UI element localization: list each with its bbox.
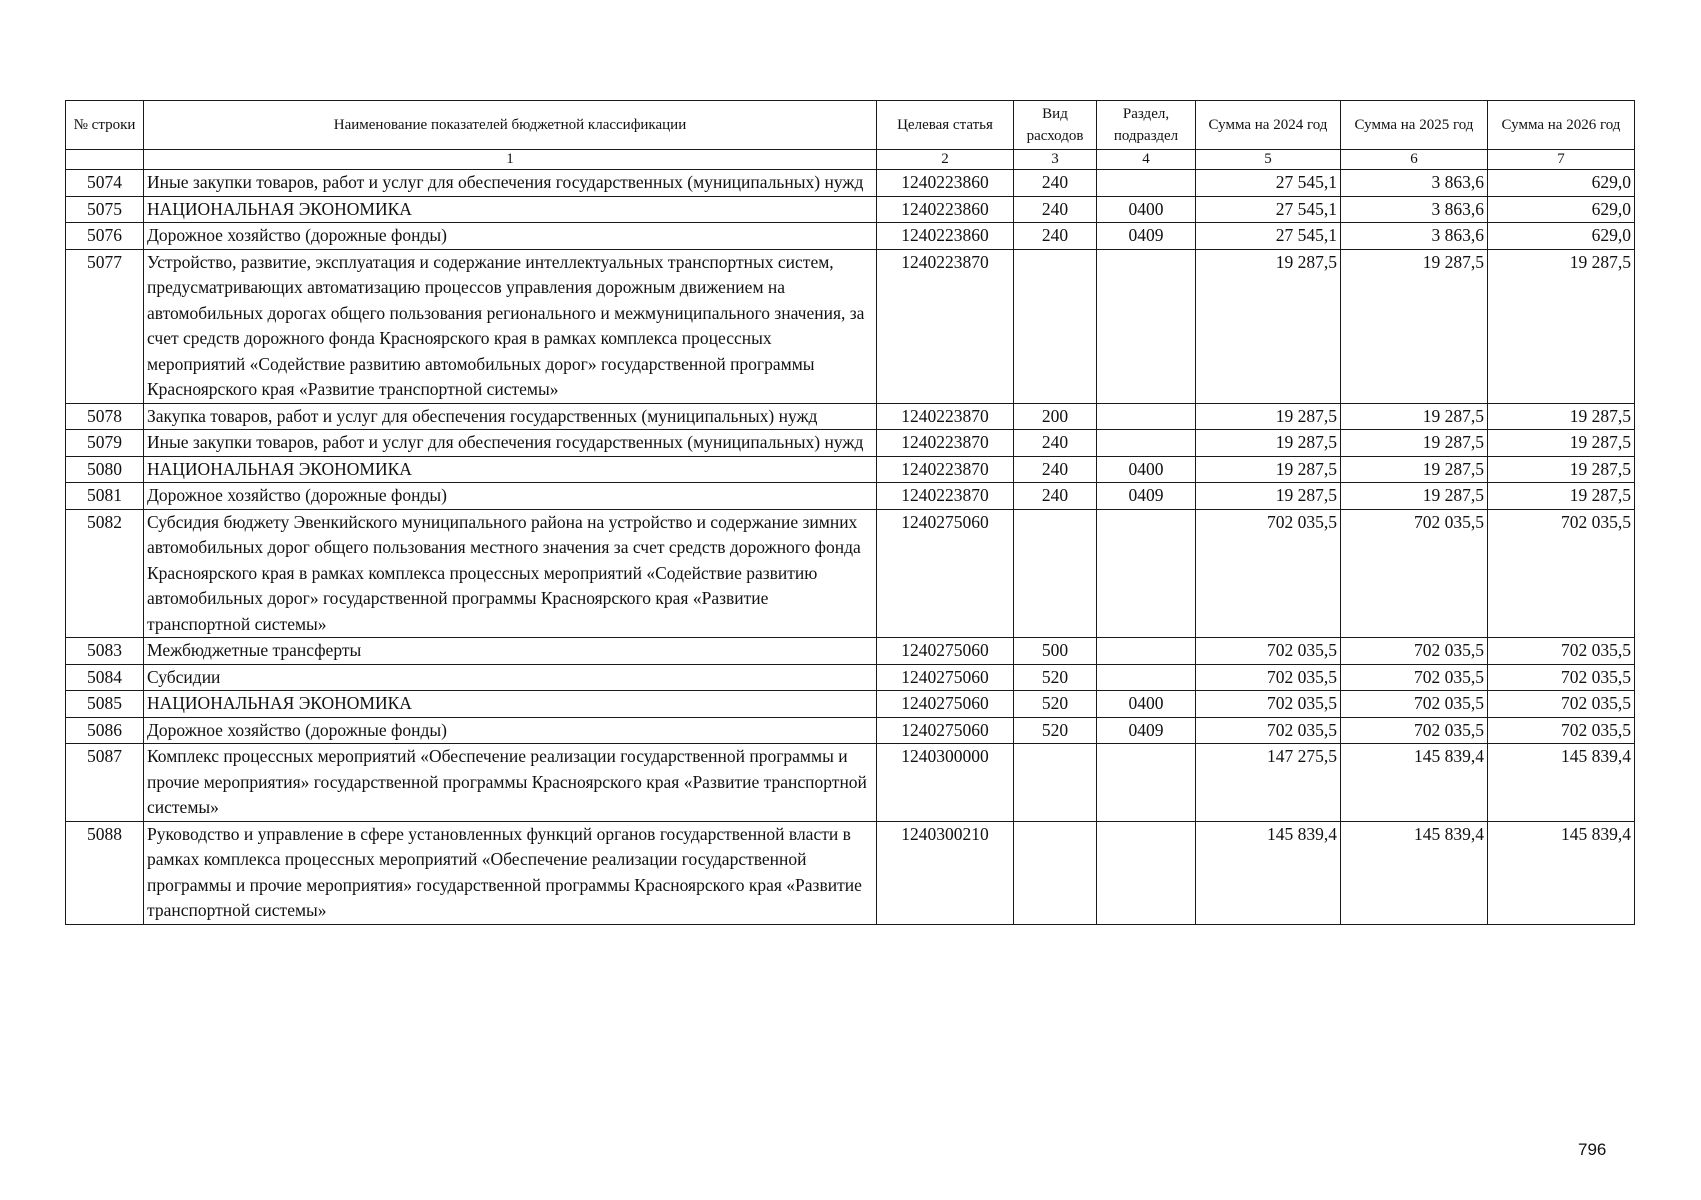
row-number: 5081	[66, 483, 144, 510]
row-number: 5075	[66, 196, 144, 223]
table-row	[66, 170, 1635, 197]
sum-2025: 145 839,4	[1341, 744, 1488, 822]
indicator-name: Устройство, развитие, эксплуатация и содержание интеллектуальных транспортных систем, предусматривающих автоматизацию процессов управления дорожным движением на автомобильных дорогах общего пользования регионального и межмуниципального значения, за счет средств дорожного фонда Красноярского края в рамках комплекса процессных мероприятий «Содействие развитию автомобильных дорог» государственной программы Красноярского края «Развитие транспортной системы»	[144, 249, 877, 403]
expense-type: 240	[1014, 456, 1097, 483]
sum-2026: 145 839,4	[1488, 821, 1635, 924]
row-number: 5082	[66, 509, 144, 638]
column-index: 6	[1341, 150, 1488, 170]
indicator-name: Закупка товаров, работ и услуг для обеспечения государственных (муниципальных) нужд	[144, 403, 877, 430]
budget-table	[65, 100, 1635, 925]
section-code: 0409	[1097, 717, 1196, 744]
indicator-name: НАЦИОНАЛЬНАЯ ЭКОНОМИКА	[144, 456, 877, 483]
sum-2024: 145 839,4	[1196, 821, 1341, 924]
sum-2026: 19 287,5	[1488, 430, 1635, 457]
target-article: 1240275060	[877, 691, 1014, 718]
row-number: 5084	[66, 664, 144, 691]
table-row	[66, 403, 1635, 430]
table-row	[66, 509, 1635, 638]
table-row	[66, 717, 1635, 744]
expense-type: 200	[1014, 403, 1097, 430]
sum-2025: 145 839,4	[1341, 821, 1488, 924]
target-article: 1240275060	[877, 717, 1014, 744]
header-row-number: № строки	[66, 101, 144, 150]
target-article: 1240223870	[877, 249, 1014, 403]
table-row	[66, 456, 1635, 483]
target-article: 1240275060	[877, 509, 1014, 638]
sum-2024: 702 035,5	[1196, 717, 1341, 744]
indicator-name: Дорожное хозяйство (дорожные фонды)	[144, 483, 877, 510]
sum-2024: 702 035,5	[1196, 691, 1341, 718]
section-code	[1097, 638, 1196, 665]
table-row	[66, 223, 1635, 250]
sum-2025: 19 287,5	[1341, 430, 1488, 457]
sum-2026: 702 035,5	[1488, 638, 1635, 665]
header-sum-2026: Сумма на 2026 год	[1488, 101, 1635, 150]
target-article: 1240275060	[877, 664, 1014, 691]
sum-2025: 19 287,5	[1341, 403, 1488, 430]
expense-type: 240	[1014, 196, 1097, 223]
expense-type: 500	[1014, 638, 1097, 665]
sum-2024: 27 545,1	[1196, 170, 1341, 197]
header-sum-2025: Сумма на 2025 год	[1341, 101, 1488, 150]
column-index: 2	[877, 150, 1014, 170]
sum-2025: 3 863,6	[1341, 196, 1488, 223]
sum-2024: 19 287,5	[1196, 430, 1341, 457]
expense-type: 240	[1014, 223, 1097, 250]
row-number: 5079	[66, 430, 144, 457]
indicator-name: Дорожное хозяйство (дорожные фонды)	[144, 717, 877, 744]
indicator-name: Руководство и управление в сфере установленных функций органов государственной власти в рамках комплекса процессных мероприятий «Обеспечение реализации государственной программы и прочие мероприятия» государственной программы Красноярского края «Развитие транспортной системы»	[144, 821, 877, 924]
column-index-row	[66, 150, 1635, 170]
row-number: 5076	[66, 223, 144, 250]
column-index	[66, 150, 144, 170]
row-number: 5080	[66, 456, 144, 483]
sum-2026: 145 839,4	[1488, 744, 1635, 822]
indicator-name: Субсидия бюджету Эвенкийского муниципального района на устройство и содержание зимних автомобильных дорог общего пользования местного значения за счет средств дорожного фонда Красноярского края в рамках комплекса процессных мероприятий «Содействие развитию автомобильных дорог» государственной программы Красноярского края «Развитие транспортной системы»	[144, 509, 877, 638]
indicator-name: НАЦИОНАЛЬНАЯ ЭКОНОМИКА	[144, 691, 877, 718]
header-name: Наименование показателей бюджетной классификации	[144, 101, 877, 150]
indicator-name: Иные закупки товаров, работ и услуг для обеспечения государственных (муниципальных) нужд	[144, 170, 877, 197]
expense-type: 520	[1014, 691, 1097, 718]
section-code: 0400	[1097, 456, 1196, 483]
sum-2024: 27 545,1	[1196, 196, 1341, 223]
header-target-article: Целевая статья	[877, 101, 1014, 150]
sum-2024: 19 287,5	[1196, 249, 1341, 403]
header-sum-2024: Сумма на 2024 год	[1196, 101, 1341, 150]
row-number: 5086	[66, 717, 144, 744]
target-article: 1240223870	[877, 483, 1014, 510]
sum-2025: 702 035,5	[1341, 509, 1488, 638]
sum-2026: 19 287,5	[1488, 456, 1635, 483]
expense-type	[1014, 509, 1097, 638]
target-article: 1240223860	[877, 223, 1014, 250]
sum-2025: 19 287,5	[1341, 483, 1488, 510]
column-index: 1	[144, 150, 877, 170]
target-article: 1240275060	[877, 638, 1014, 665]
expense-type: 520	[1014, 664, 1097, 691]
sum-2025: 3 863,6	[1341, 170, 1488, 197]
sum-2026: 702 035,5	[1488, 717, 1635, 744]
target-article: 1240300210	[877, 821, 1014, 924]
expense-type: 240	[1014, 430, 1097, 457]
table-row	[66, 821, 1635, 924]
indicator-name: Иные закупки товаров, работ и услуг для обеспечения государственных (муниципальных) нужд	[144, 430, 877, 457]
target-article: 1240223870	[877, 456, 1014, 483]
sum-2025: 3 863,6	[1341, 223, 1488, 250]
table-row	[66, 691, 1635, 718]
expense-type: 520	[1014, 717, 1097, 744]
column-index: 7	[1488, 150, 1635, 170]
section-code	[1097, 430, 1196, 457]
section-code: 0400	[1097, 691, 1196, 718]
indicator-name: НАЦИОНАЛЬНАЯ ЭКОНОМИКА	[144, 196, 877, 223]
sum-2024: 19 287,5	[1196, 403, 1341, 430]
section-code	[1097, 403, 1196, 430]
row-number: 5087	[66, 744, 144, 822]
row-number: 5085	[66, 691, 144, 718]
indicator-name: Межбюджетные трансферты	[144, 638, 877, 665]
section-code: 0400	[1097, 196, 1196, 223]
row-number: 5077	[66, 249, 144, 403]
indicator-name: Комплекс процессных мероприятий «Обеспечение реализации государственной программы и прочие мероприятия» государственной программы Красноярского края «Развитие транспортной системы»	[144, 744, 877, 822]
column-index: 3	[1014, 150, 1097, 170]
target-article: 1240223860	[877, 170, 1014, 197]
table-row	[66, 196, 1635, 223]
indicator-name: Дорожное хозяйство (дорожные фонды)	[144, 223, 877, 250]
section-code	[1097, 664, 1196, 691]
table-body	[66, 170, 1635, 925]
sum-2024: 147 275,5	[1196, 744, 1341, 822]
target-article: 1240300000	[877, 744, 1014, 822]
sum-2026: 702 035,5	[1488, 691, 1635, 718]
table-row	[66, 638, 1635, 665]
row-number: 5088	[66, 821, 144, 924]
section-code	[1097, 170, 1196, 197]
table-row	[66, 483, 1635, 510]
sum-2026: 702 035,5	[1488, 664, 1635, 691]
column-index: 5	[1196, 150, 1341, 170]
section-code	[1097, 509, 1196, 638]
expense-type	[1014, 249, 1097, 403]
sum-2024: 702 035,5	[1196, 664, 1341, 691]
target-article: 1240223870	[877, 403, 1014, 430]
indicator-name: Субсидии	[144, 664, 877, 691]
sum-2026: 19 287,5	[1488, 249, 1635, 403]
section-code	[1097, 249, 1196, 403]
sum-2024: 19 287,5	[1196, 456, 1341, 483]
sum-2025: 702 035,5	[1341, 638, 1488, 665]
table-row	[66, 249, 1635, 403]
expense-type	[1014, 821, 1097, 924]
table-row	[66, 744, 1635, 822]
section-code	[1097, 744, 1196, 822]
sum-2024: 27 545,1	[1196, 223, 1341, 250]
header-section: Раздел, подраздел	[1097, 101, 1196, 150]
table-row	[66, 430, 1635, 457]
row-number: 5083	[66, 638, 144, 665]
sum-2026: 629,0	[1488, 170, 1635, 197]
sum-2026: 19 287,5	[1488, 403, 1635, 430]
sum-2024: 702 035,5	[1196, 509, 1341, 638]
sum-2026: 19 287,5	[1488, 483, 1635, 510]
sum-2024: 19 287,5	[1196, 483, 1341, 510]
sum-2025: 702 035,5	[1341, 691, 1488, 718]
section-code: 0409	[1097, 223, 1196, 250]
header-row	[66, 101, 1635, 150]
expense-type	[1014, 744, 1097, 822]
section-code: 0409	[1097, 483, 1196, 510]
row-number: 5074	[66, 170, 144, 197]
target-article: 1240223870	[877, 430, 1014, 457]
sum-2025: 702 035,5	[1341, 717, 1488, 744]
section-code	[1097, 821, 1196, 924]
sum-2026: 629,0	[1488, 223, 1635, 250]
sum-2025: 19 287,5	[1341, 456, 1488, 483]
sum-2024: 702 035,5	[1196, 638, 1341, 665]
sum-2025: 19 287,5	[1341, 249, 1488, 403]
target-article: 1240223860	[877, 196, 1014, 223]
expense-type: 240	[1014, 483, 1097, 510]
column-index: 4	[1097, 150, 1196, 170]
sum-2026: 629,0	[1488, 196, 1635, 223]
row-number: 5078	[66, 403, 144, 430]
header-expense-type: Вид расходов	[1014, 101, 1097, 150]
expense-type: 240	[1014, 170, 1097, 197]
table-row	[66, 664, 1635, 691]
sum-2025: 702 035,5	[1341, 664, 1488, 691]
page-number: 796	[1578, 1140, 1607, 1159]
sum-2026: 702 035,5	[1488, 509, 1635, 638]
